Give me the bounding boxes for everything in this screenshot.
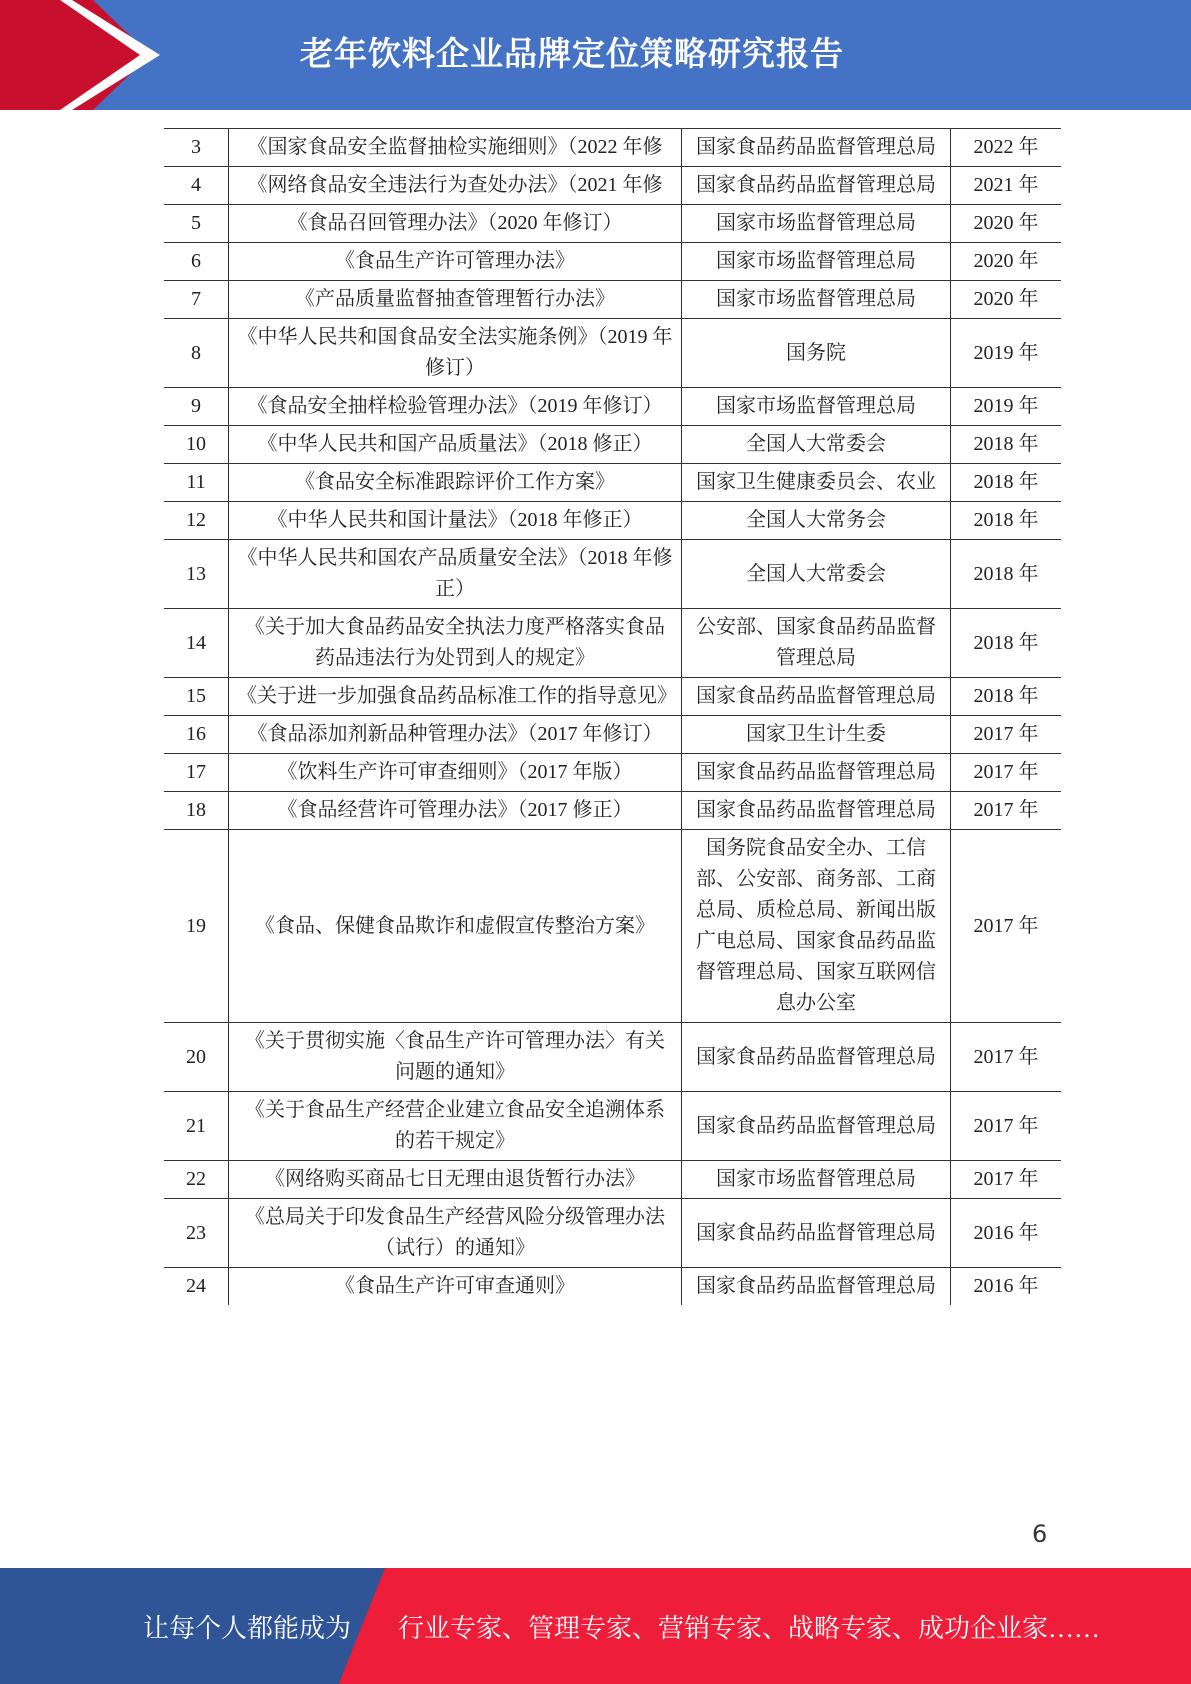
issue-year-text: 2019 年 (973, 341, 1039, 364)
issuing-authority (682, 754, 951, 792)
issuing-authority (682, 678, 951, 716)
table-row (164, 754, 1061, 792)
issuing-authority-text: 全国人大常委会 (746, 433, 886, 455)
issuing-authority (682, 205, 951, 243)
regulation-name (229, 319, 682, 388)
regulation-name-text: 《关于食品生产经营企业建立食品安全追溯体系的若干规定》 (245, 1099, 665, 1152)
row-index (164, 1092, 229, 1161)
issuing-authority-text: 国家食品药品监督管理总局 (696, 136, 936, 158)
footer-banner (0, 1568, 1191, 1684)
table-row (164, 1161, 1061, 1199)
table-row (164, 243, 1061, 281)
issuing-authority (682, 388, 951, 426)
issuing-authority-text: 国家食品药品监督管理总局 (696, 1114, 936, 1137)
issue-year (951, 502, 1062, 540)
issuing-authority (682, 540, 951, 609)
issue-year-text: 2022 年 (973, 136, 1039, 158)
regulation-name-text: 《食品经营许可管理办法》（2017 修正） (277, 799, 633, 821)
issuing-authority-text: 国家卫生健康委员会、农业 (696, 471, 936, 493)
issue-year (951, 243, 1062, 281)
issue-year-text: 2018 年 (973, 433, 1039, 455)
issue-year-text: 2017 年 (973, 761, 1039, 783)
regulation-name-text: 《网络食品安全违法行为查处办法》（2021 年修 (247, 174, 663, 196)
row-index (164, 830, 229, 1023)
issuing-authority (682, 792, 951, 830)
issue-year (951, 464, 1062, 502)
issue-year (951, 540, 1062, 609)
table-row (164, 1023, 1061, 1092)
regulation-name-text: 《中华人民共和国计量法》（2018 年修正） (267, 509, 643, 531)
issuing-authority-text: 国家卫生计生委 (746, 723, 886, 745)
row-index-text: 21 (186, 1114, 206, 1137)
regulation-name-text: 《食品生产许可审查通则》 (335, 1275, 575, 1297)
row-index (164, 716, 229, 754)
issuing-authority (682, 426, 951, 464)
issue-year-text: 2018 年 (973, 509, 1039, 531)
table-row (164, 540, 1061, 609)
row-index-text: 3 (191, 136, 201, 158)
regulation-name-text: 《总局关于印发食品生产经营风险分级管理办法（试行）的通知》 (245, 1206, 665, 1259)
regulation-name (229, 205, 682, 243)
regulation-name (229, 1268, 682, 1306)
row-index-text: 23 (186, 1221, 206, 1244)
issue-year (951, 388, 1062, 426)
regulation-name-text: 《食品添加剂新品种管理办法》（2017 年修订） (247, 723, 663, 745)
row-index (164, 540, 229, 609)
issuing-authority-text: 国家食品药品监督管理总局 (696, 799, 936, 821)
table-row (164, 129, 1061, 167)
row-index (164, 792, 229, 830)
row-index-text: 14 (186, 631, 206, 654)
issuing-authority (682, 1199, 951, 1268)
regulation-name-text: 《中华人民共和国产品质量法》（2018 修正） (257, 433, 653, 455)
issue-year-text: 2017 年 (973, 1045, 1039, 1068)
row-index (164, 1199, 229, 1268)
issuing-authority-text: 国家市场监督管理总局 (716, 250, 916, 272)
row-index (164, 1023, 229, 1092)
regulation-name-text: 《中华人民共和国食品安全法实施条例》（2019 年修订） (237, 326, 673, 379)
issue-year (951, 609, 1062, 678)
row-index (164, 464, 229, 502)
issue-year (951, 319, 1062, 388)
issuing-authority-text: 国家食品药品监督管理总局 (696, 1045, 936, 1068)
row-index-text: 8 (191, 341, 201, 364)
issuing-authority (682, 129, 951, 167)
regulation-name-text: 《饮料生产许可审查细则》（2017 年版） (277, 761, 633, 783)
issue-year-text: 2020 年 (973, 250, 1039, 272)
table-row (164, 830, 1061, 1023)
issue-year-text: 2017 年 (973, 799, 1039, 821)
row-index (164, 609, 229, 678)
footer-slogan-left: 让每个人都能成为 (143, 1614, 352, 1643)
issuing-authority (682, 716, 951, 754)
row-index-text: 18 (186, 799, 206, 821)
row-index-text: 4 (191, 174, 201, 196)
table-row (164, 792, 1061, 830)
regulation-name (229, 1092, 682, 1161)
row-index-text: 6 (191, 250, 201, 272)
regulation-name (229, 502, 682, 540)
issuing-authority-text: 全国人大常委会 (746, 562, 886, 585)
table-row (164, 609, 1061, 678)
issuing-authority (682, 609, 951, 678)
row-index-text: 13 (186, 562, 206, 585)
issue-year-text: 2016 年 (973, 1275, 1039, 1297)
issuing-authority-text: 国家食品药品监督管理总局 (696, 174, 936, 196)
issue-year-text: 2021 年 (973, 174, 1039, 196)
regulation-name (229, 281, 682, 319)
issue-year (951, 716, 1062, 754)
table-row (164, 1268, 1061, 1306)
issuing-authority (682, 319, 951, 388)
issue-year-text: 2020 年 (973, 212, 1039, 234)
row-index (164, 243, 229, 281)
row-index-text: 10 (186, 433, 206, 455)
regulation-name-text: 《中华人民共和国农产品质量安全法》（2018 年修正） (237, 547, 673, 600)
issuing-authority-text: 国家食品药品监督管理总局 (696, 1275, 936, 1297)
table-row (164, 388, 1061, 426)
page-number: 6 (1032, 1520, 1048, 1548)
regulation-name (229, 388, 682, 426)
regulation-name (229, 609, 682, 678)
issue-year (951, 754, 1062, 792)
row-index-text: 22 (186, 1168, 206, 1190)
issue-year-text: 2020 年 (973, 288, 1039, 310)
issue-year-text: 2018 年 (973, 562, 1039, 585)
row-index-text: 7 (191, 288, 201, 310)
footer-slogan-right: 行业专家、管理专家、营销专家、战略专家、成功企业家…… (398, 1614, 1101, 1643)
row-index-text: 12 (186, 509, 206, 531)
table-row (164, 464, 1061, 502)
issue-year (951, 1199, 1062, 1268)
row-index (164, 754, 229, 792)
regulation-name-text: 《产品质量监督抽查管理暂行办法》 (295, 288, 615, 310)
issue-year (951, 1092, 1062, 1161)
row-index (164, 1161, 229, 1199)
row-index (164, 502, 229, 540)
issuing-authority-text: 国家食品药品监督管理总局 (696, 685, 936, 707)
issuing-authority (682, 167, 951, 205)
regulation-name (229, 830, 682, 1023)
regulation-name-text: 《食品安全标准跟踪评价工作方案》 (295, 471, 615, 493)
issuing-authority (682, 464, 951, 502)
regulation-name-text: 《食品安全抽样检验管理办法》（2019 年修订） (247, 395, 663, 417)
row-index-text: 16 (186, 723, 206, 745)
regulation-name-text: 《食品召回管理办法》（2020 年修订） (287, 212, 623, 234)
row-index (164, 678, 229, 716)
regulation-name-text: 《关于加大食品药品安全执法力度严格落实食品药品违法行为处罚到人的规定》 (245, 616, 665, 669)
issue-year-text: 2018 年 (973, 631, 1039, 654)
issue-year (951, 129, 1062, 167)
row-index (164, 426, 229, 464)
regulation-name (229, 243, 682, 281)
regulation-name (229, 540, 682, 609)
row-index (164, 205, 229, 243)
issuing-authority (682, 1023, 951, 1092)
row-index-text: 24 (186, 1275, 206, 1297)
row-index (164, 319, 229, 388)
row-index (164, 388, 229, 426)
regulation-name-text: 《食品、保健食品欺诈和虚假宣传整治方案》 (255, 914, 655, 937)
regulation-name (229, 1199, 682, 1268)
issue-year (951, 205, 1062, 243)
table-row (164, 716, 1061, 754)
row-index-text: 9 (191, 395, 201, 417)
issuing-authority (682, 281, 951, 319)
issue-year (951, 1268, 1062, 1306)
row-index-text: 20 (186, 1045, 206, 1068)
issue-year-text: 2017 年 (973, 1114, 1039, 1137)
issuing-authority (682, 243, 951, 281)
issue-year (951, 792, 1062, 830)
table-row (164, 319, 1061, 388)
issue-year (951, 281, 1062, 319)
issuing-authority (682, 1092, 951, 1161)
issue-year (951, 830, 1062, 1023)
issue-year-text: 2018 年 (973, 685, 1039, 707)
table-row (164, 205, 1061, 243)
issue-year-text: 2016 年 (973, 1221, 1039, 1244)
issuing-authority-text: 国家食品药品监督管理总局 (696, 761, 936, 783)
issue-year-text: 2019 年 (973, 395, 1039, 417)
issue-year (951, 678, 1062, 716)
issuing-authority-text: 全国人大常务会 (746, 509, 886, 531)
regulation-name-text: 《国家食品安全监督抽检实施细则》（2022 年修 (247, 136, 663, 158)
issue-year-text: 2017 年 (973, 914, 1039, 937)
regulation-name-text: 《关于进一步加强食品药品标准工作的指导意见》 (237, 685, 677, 707)
issuing-authority-text: 国务院食品安全办、工信部、公安部、商务部、工商总局、质检总局、新闻出版广电总局、国家食品药品监督管理总局、国家互联网信息办公室 (696, 837, 936, 1014)
issue-year-text: 2017 年 (973, 723, 1039, 745)
table-row (164, 1092, 1061, 1161)
row-index-text: 15 (186, 685, 206, 707)
regulation-name (229, 426, 682, 464)
issue-year (951, 1161, 1062, 1199)
issuing-authority (682, 1161, 951, 1199)
issuing-authority-text: 国家市场监督管理总局 (716, 212, 916, 234)
row-index-text: 19 (186, 914, 206, 937)
regulation-name (229, 1161, 682, 1199)
issuing-authority-text: 国家市场监督管理总局 (716, 288, 916, 310)
issuing-authority (682, 830, 951, 1023)
issue-year-text: 2017 年 (973, 1168, 1039, 1190)
row-index-text: 17 (186, 761, 206, 783)
issue-year (951, 426, 1062, 464)
row-index (164, 281, 229, 319)
table-row (164, 281, 1061, 319)
row-index (164, 167, 229, 205)
regulation-name (229, 167, 682, 205)
issuing-authority (682, 1268, 951, 1306)
table-row (164, 502, 1061, 540)
row-index-text: 11 (186, 471, 206, 493)
issuing-authority-text: 国务院 (786, 341, 846, 364)
regulation-name-text: 《食品生产许可管理办法》 (335, 250, 575, 272)
regulation-name (229, 716, 682, 754)
issuing-authority (682, 502, 951, 540)
table-row (164, 678, 1061, 716)
regulation-name-text: 《关于贯彻实施〈食品生产许可管理办法〉有关问题的通知》 (245, 1030, 665, 1083)
issuing-authority-text: 国家市场监督管理总局 (716, 395, 916, 417)
header-red-chevron (0, 0, 150, 110)
issuing-authority-text: 国家市场监督管理总局 (716, 1168, 916, 1190)
regulation-name (229, 678, 682, 716)
row-index (164, 1268, 229, 1306)
table-row (164, 426, 1061, 464)
table-row (164, 167, 1061, 205)
row-index (164, 129, 229, 167)
regulation-name (229, 1023, 682, 1092)
regulation-name (229, 754, 682, 792)
regulations-table (164, 128, 1039, 1305)
row-index-text: 5 (191, 212, 201, 234)
issuing-authority-text: 国家食品药品监督管理总局 (696, 1221, 936, 1244)
table-row (164, 1199, 1061, 1268)
issue-year-text: 2018 年 (973, 471, 1039, 493)
issuing-authority-text: 公安部、国家食品药品监督管理总局 (696, 616, 936, 669)
report-title: 老年饮料企业品牌定位策略研究报告 (300, 34, 844, 73)
issue-year (951, 167, 1062, 205)
regulation-name (229, 792, 682, 830)
regulation-name (229, 464, 682, 502)
regulation-name-text: 《网络购买商品七日无理由退货暂行办法》 (265, 1168, 645, 1190)
issue-year (951, 1023, 1062, 1092)
regulation-name (229, 129, 682, 167)
header-banner (0, 0, 1191, 110)
